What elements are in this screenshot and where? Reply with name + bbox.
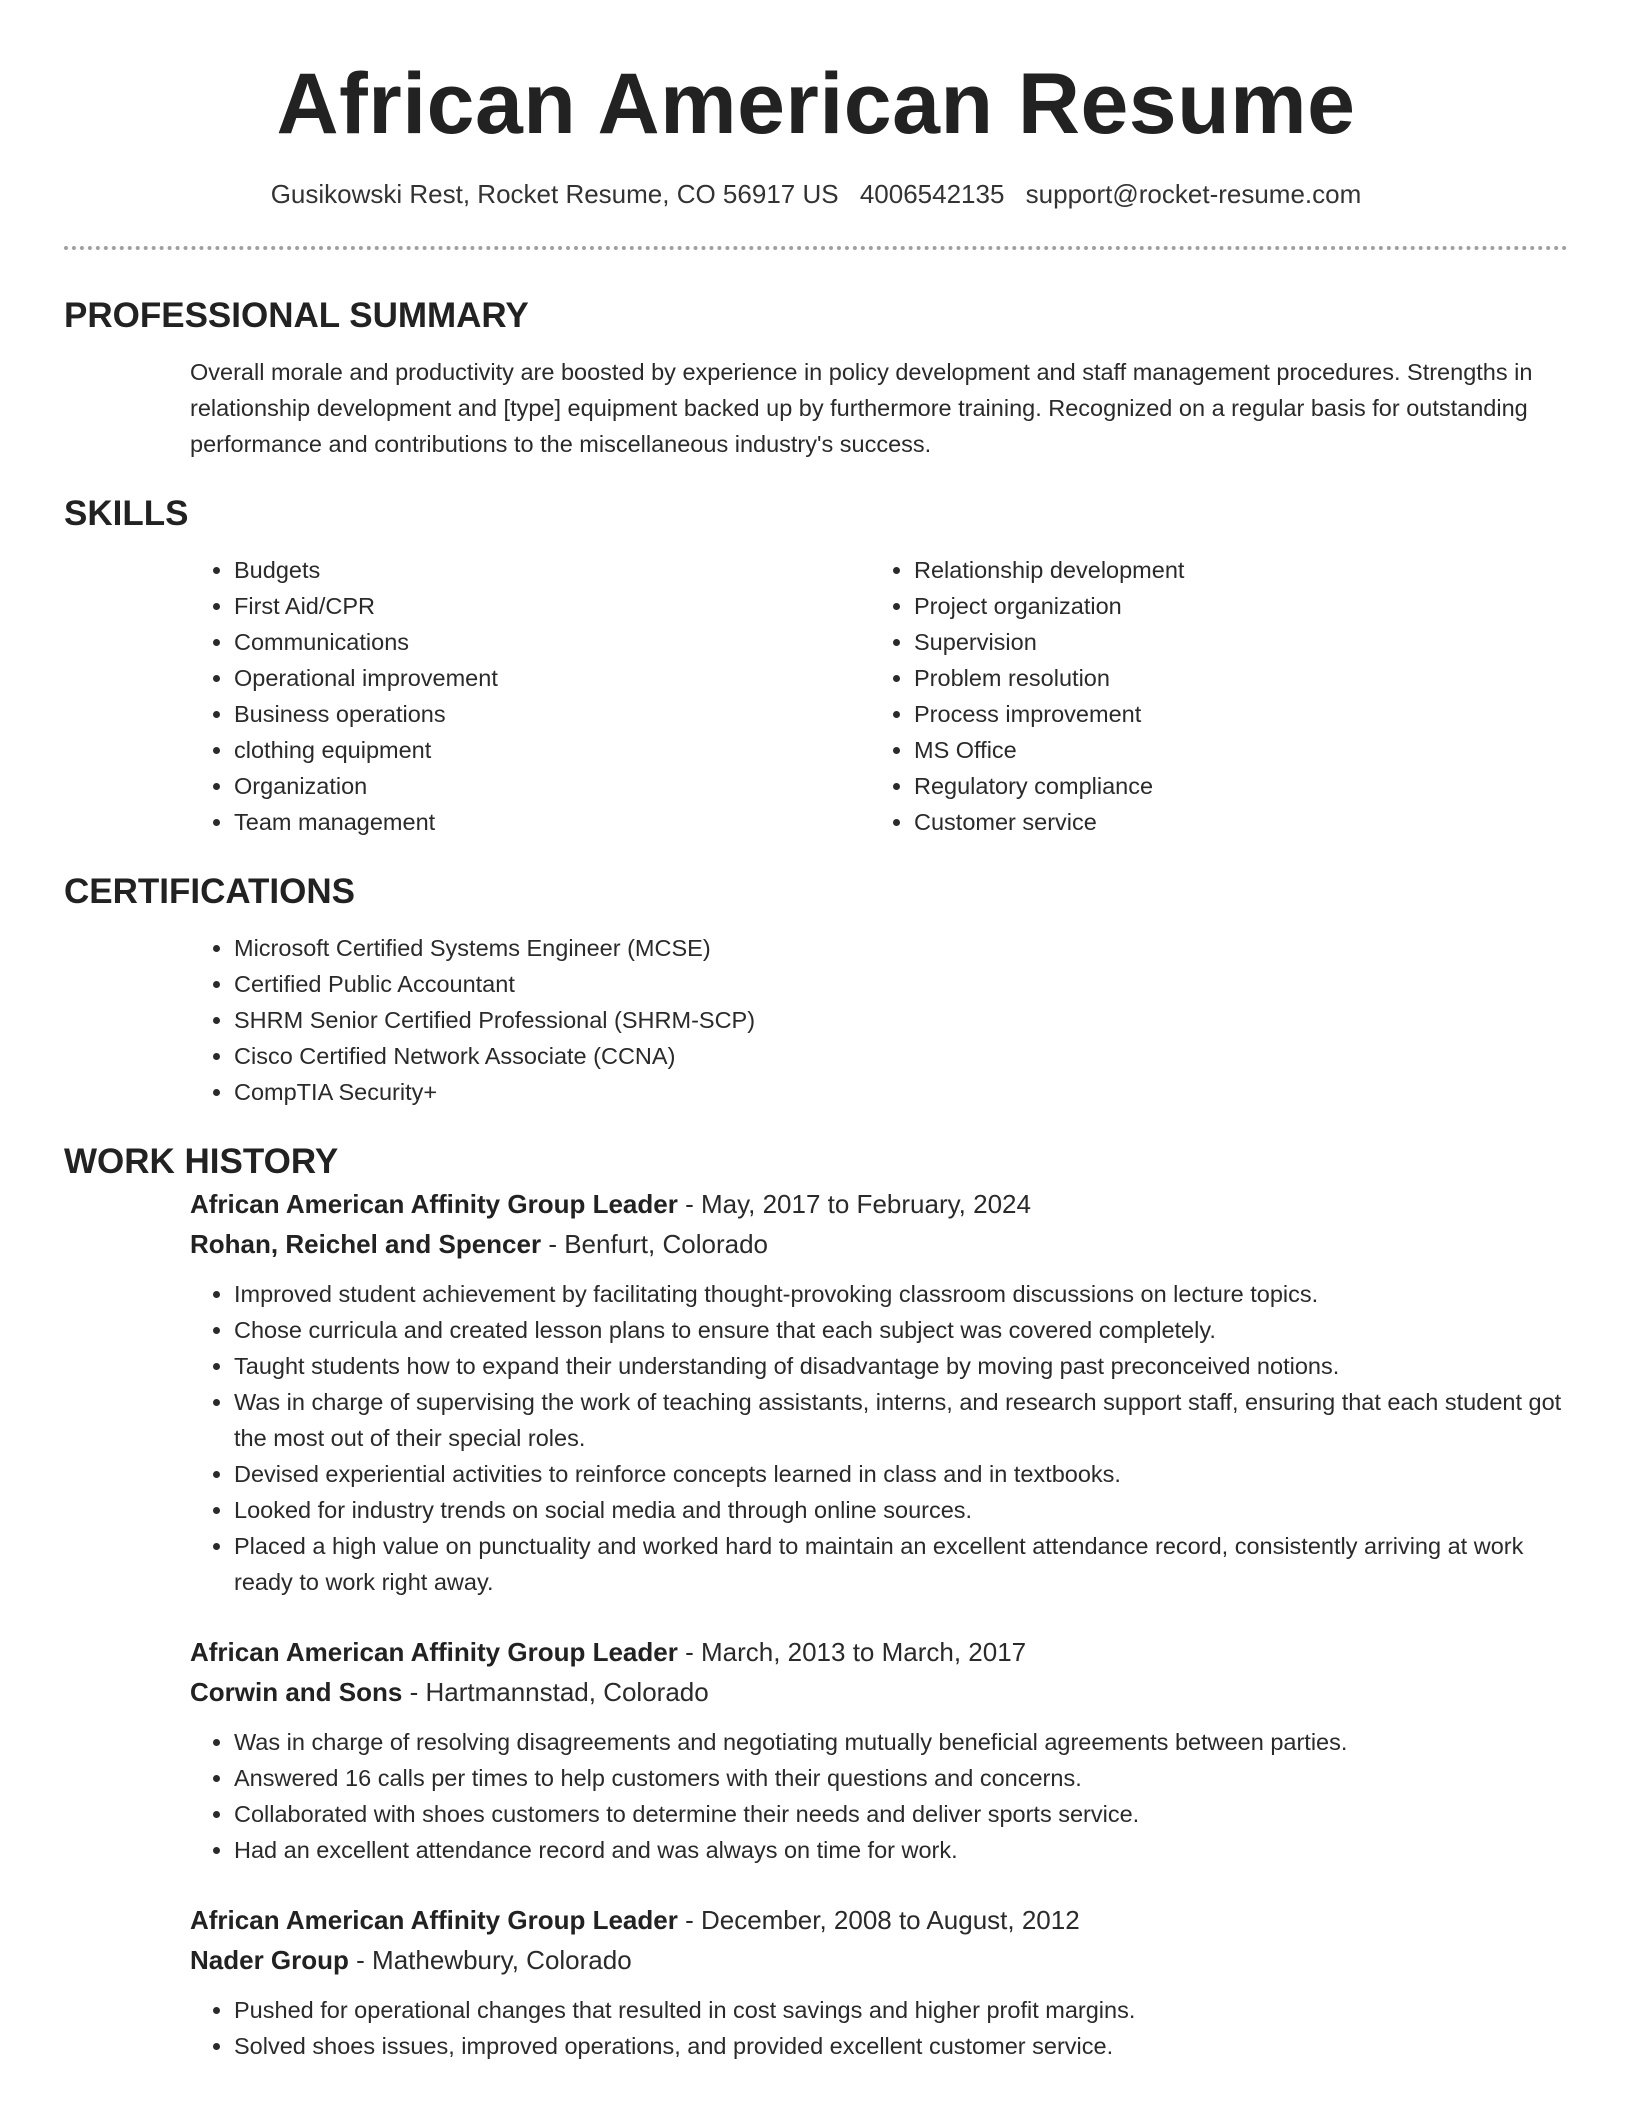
job-duty-item: • Improved student achievement by facilitating thought-provoking classroom discussions on lecture topics.	[234, 1276, 1568, 1312]
skill-item: • Customer service	[914, 804, 1550, 840]
certification-item: • Microsoft Certified Systems Engineer (MCSE)	[234, 930, 1568, 966]
job-dates: March, 2013 to March, 2017	[700, 1637, 1027, 1667]
skills-list-left	[190, 552, 870, 840]
skills-column-left	[190, 552, 870, 840]
header-divider	[64, 246, 1568, 250]
skills-column-right	[870, 552, 1550, 840]
resume-title: African American Resume	[276, 56, 1356, 152]
job-separator: -	[348, 1945, 373, 1975]
skills-heading: SKILLS	[64, 494, 189, 533]
skill-item: • Regulatory compliance	[914, 768, 1550, 804]
contact-line	[64, 176, 1568, 212]
job-company-line	[190, 1672, 1568, 1712]
job-duty-item: • Was in charge of supervising the work of teaching assistants, interns, and research support staff, ensuring that each student got the most out of their special roles.	[234, 1384, 1568, 1456]
certification-item: • CompTIA Security+	[234, 1074, 1568, 1110]
job-company-line	[190, 1224, 1568, 1264]
job-separator: -	[541, 1229, 565, 1259]
certifications-body	[190, 930, 1568, 1110]
job-company-line	[190, 1940, 1568, 1980]
skills-grid	[190, 552, 1568, 840]
skill-item: • Relationship development	[914, 552, 1550, 588]
contact-phone: 4006542135	[859, 179, 1005, 209]
job-separator: -	[677, 1637, 701, 1667]
job-separator: -	[402, 1677, 426, 1707]
job-entry	[190, 1184, 1568, 1600]
job-duty-item: • Had an excellent attendance record and was always on time for work.	[234, 1832, 1568, 1868]
certification-item: • Cisco Certified Network Associate (CCNA)	[234, 1038, 1568, 1074]
job-entry	[190, 1900, 1568, 2064]
job-separator: -	[677, 1905, 701, 1935]
work-history-heading: WORK HISTORY	[64, 1142, 339, 1181]
job-title: African American Affinity Group Leader	[190, 1189, 678, 1219]
job-duty-item: • Looked for industry trends on social media and through online sources.	[234, 1492, 1568, 1528]
job-title-line	[190, 1184, 1568, 1224]
job-duty-item: • Was in charge of resolving disagreements and negotiating mutually beneficial agreements between parties.	[234, 1724, 1568, 1760]
skill-item: • Budgets	[234, 552, 870, 588]
skill-item: • Organization	[234, 768, 870, 804]
job-location: Mathewbury, Colorado	[372, 1945, 632, 1975]
skill-item: • Communications	[234, 624, 870, 660]
job-duty-item: • Chose curricula and created lesson plans to ensure that each subject was covered completely.	[234, 1312, 1568, 1348]
contact-address: Gusikowski Rest, Rocket Resume, CO 56917 US	[270, 179, 839, 209]
skill-item: • Process improvement	[914, 696, 1550, 732]
job-duty-item: • Devised experiential activities to reinforce concepts learned in class and in textbooks.	[234, 1456, 1568, 1492]
certifications-list	[190, 930, 1568, 1110]
work-history-list	[64, 1184, 1568, 2064]
job-dates: May, 2017 to February, 2024	[700, 1189, 1031, 1219]
job-duty-item: • Answered 16 calls per times to help customers with their questions and concerns.	[234, 1760, 1568, 1796]
skill-item: • Business operations	[234, 696, 870, 732]
job-company: Nader Group	[190, 1945, 349, 1975]
skill-item: • MS Office	[914, 732, 1550, 768]
job-duty-item: • Collaborated with shoes customers to determine their needs and deliver sports service.	[234, 1796, 1568, 1832]
skill-item: • First Aid/CPR	[234, 588, 870, 624]
job-duties-list	[190, 1724, 1568, 1868]
job-duty-item: • Placed a high value on punctuality and worked hard to maintain an excellent attendance record, consistently arriving at work ready to work right away.	[234, 1528, 1568, 1600]
job-duty-item: • Pushed for operational changes that resulted in cost savings and higher profit margins.	[234, 1992, 1568, 2028]
job-company: Rohan, Reichel and Spencer	[190, 1229, 542, 1259]
job-location: Hartmannstad, Colorado	[425, 1677, 709, 1707]
skill-item: • Problem resolution	[914, 660, 1550, 696]
job-separator: -	[677, 1189, 701, 1219]
summary-heading: PROFESSIONAL SUMMARY	[64, 296, 529, 335]
skills-list-right	[870, 552, 1550, 840]
job-duties-list	[190, 1992, 1568, 2064]
skill-item: • clothing equipment	[234, 732, 870, 768]
job-title: African American Affinity Group Leader	[190, 1905, 678, 1935]
contact-email: support@rocket-resume.com	[1025, 179, 1362, 209]
job-duty-item: • Solved shoes issues, improved operations, and provided excellent customer service.	[234, 2028, 1568, 2064]
certification-item: • SHRM Senior Certified Professional (SHRM-SCP)	[234, 1002, 1568, 1038]
job-company: Corwin and Sons	[190, 1677, 403, 1707]
job-title: African American Affinity Group Leader	[190, 1637, 678, 1667]
job-duties-list	[190, 1276, 1568, 1600]
skill-item: • Project organization	[914, 588, 1550, 624]
job-entry	[190, 1632, 1568, 1868]
certification-item: • Certified Public Accountant	[234, 966, 1568, 1002]
job-location: Benfurt, Colorado	[564, 1229, 768, 1259]
skill-item: • Team management	[234, 804, 870, 840]
job-duty-item: • Taught students how to expand their understanding of disadvantage by moving past preconceived notions.	[234, 1348, 1568, 1384]
job-dates: December, 2008 to August, 2012	[700, 1905, 1080, 1935]
skill-item: • Operational improvement	[234, 660, 870, 696]
certifications-heading: CERTIFICATIONS	[64, 872, 356, 911]
skill-item: • Supervision	[914, 624, 1550, 660]
summary-text: Overall morale and productivity are boosted by experience in policy development and staff management procedures. Strengths in relationship development and [type] equipment backed up by furthermore training. Recognized on a regular basis for outstanding performance and contributions to the miscellaneous industry's success.	[190, 359, 1533, 457]
job-title-line	[190, 1900, 1568, 1940]
job-title-line	[190, 1632, 1568, 1672]
